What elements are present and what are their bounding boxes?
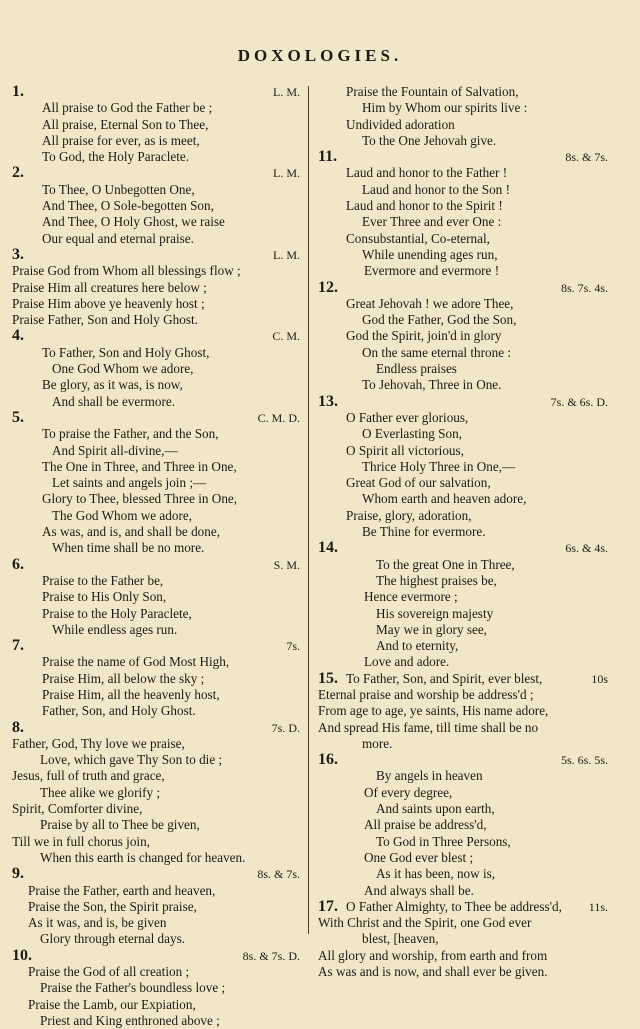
doxology-lines <box>12 573 300 638</box>
verse-line: All praise to God the Father be ; <box>42 100 213 116</box>
verse-line: more. <box>362 735 393 751</box>
doxology-number: 6. <box>12 555 24 573</box>
meter-label: C. M. <box>272 329 300 344</box>
verse-line: Praise to the Holy Paraclete, <box>42 605 192 621</box>
verse-line: May we in glory see, <box>376 621 487 637</box>
doxology-lines <box>12 883 300 948</box>
verse-line: One God ever blest ; <box>364 849 474 865</box>
verse-line: Father, Son, and Holy Ghost. <box>42 703 196 719</box>
verse-line: And Thee, O Holy Ghost, we raise <box>42 214 225 230</box>
verse-line: Praise Him above ye heavenly host ; <box>12 295 205 311</box>
verse-line: With Christ and the Spirit, one God ever <box>318 915 532 931</box>
verse-line: Our equal and eternal praise. <box>42 230 194 246</box>
doxology <box>318 394 608 541</box>
verse-line: To the One Jehovah give. <box>362 132 497 148</box>
verse-line: All praise be address'd, <box>364 817 487 833</box>
doxology-header <box>318 671 608 687</box>
meter-label: 8s. 7s. 4s. <box>560 280 608 295</box>
doxology <box>12 638 300 719</box>
verse-line: By angels in heaven <box>376 768 483 784</box>
verse-line: His sovereign majesty <box>376 605 494 621</box>
meter-label: C. M. D. <box>257 410 300 425</box>
doxology-header <box>318 752 608 768</box>
doxology-number: 10. <box>12 946 32 964</box>
meter-label: 6s. & 4s. <box>565 541 608 556</box>
verse-line: To praise the Father, and the Son, <box>42 426 219 442</box>
verse-line: Hence evermore ; <box>364 589 458 605</box>
verse-line: O Spirit all victorious, <box>346 442 464 458</box>
verse-line: O Everlasting Son, <box>362 426 462 442</box>
verse-line: Praise the Father, earth and heaven, <box>28 882 216 898</box>
doxology <box>318 752 608 899</box>
doxology-lines <box>12 100 300 165</box>
verse-line: The highest praises be, <box>376 572 497 588</box>
verse-line: Whom earth and heaven adore, <box>362 491 527 507</box>
verse-line: Praise God from Whom all blessings flow ; <box>12 263 241 279</box>
doxology <box>12 557 300 638</box>
verse-line: Praise the name of God Most High, <box>42 654 230 670</box>
verse-line: Evermore and evermore ! <box>364 263 500 279</box>
verse-line: To Father, Son and Holy Ghost, <box>42 344 210 360</box>
doxology-lines <box>12 426 300 556</box>
verse-line: Praise to His Only Son, <box>42 589 167 605</box>
doxology-header <box>12 247 300 263</box>
doxology <box>318 280 608 394</box>
doxology-header <box>12 720 300 736</box>
verse-line: On the same eternal throne : <box>362 344 512 360</box>
doxology-lines <box>12 964 300 1029</box>
verse-line: Laud and honor to the Spirit ! <box>346 198 503 214</box>
verse-line: Spirit, Comforter divine, <box>12 801 143 817</box>
verse-line: And Spirit all-divine,— <box>52 442 178 458</box>
verse-line: The One in Three, and Three in One, <box>42 458 237 474</box>
doxology-header <box>12 557 300 573</box>
doxology-header <box>318 149 608 165</box>
verse-line: Praise, glory, adoration, <box>346 507 472 523</box>
doxology-lines <box>318 768 608 898</box>
verse-line: Great God of our salvation, <box>346 475 491 491</box>
left-column <box>12 84 300 1029</box>
verse-line: And spread His fame, till time shall be no <box>318 719 539 735</box>
verse-line: Praise to the Father be, <box>42 572 164 588</box>
verse-line: And always shall be. <box>364 882 474 898</box>
doxology-lines <box>12 182 300 247</box>
doxology-number: 11. <box>318 148 338 166</box>
doxology-header <box>12 84 300 100</box>
doxology-lines <box>12 345 300 410</box>
doxology-header <box>12 638 300 654</box>
doxology-header <box>12 866 300 882</box>
doxology-header <box>12 948 300 964</box>
verse-line: As it was, and is, be given <box>28 915 167 931</box>
meter-label: 8s. & 7s. D. <box>242 948 300 963</box>
doxology <box>12 866 300 947</box>
verse-line: Him by Whom our spirits live : <box>362 100 528 116</box>
doxology-lines <box>12 654 300 719</box>
meter-label: L. M. <box>273 166 300 181</box>
verse-line: Praise Father, Son and Holy Ghost. <box>12 312 198 328</box>
meter-label: 11s. <box>588 899 608 914</box>
verse-line: As was, and is, and shall be done, <box>42 524 220 540</box>
meter-label: L. M. <box>273 85 300 99</box>
verse-line: To the great One in Three, <box>376 556 515 572</box>
doxology-number: 1. <box>12 83 24 100</box>
doxology <box>12 84 300 165</box>
verse-line: Praise the Fountain of Salvation, <box>346 84 519 99</box>
doxology-number: 15. <box>318 669 338 687</box>
verse-line: As was and is now, and shall ever be given. <box>318 964 548 980</box>
column-divider <box>308 86 309 934</box>
verse-line: While unending ages run, <box>362 246 498 262</box>
verse-line: Praise by all to Thee be given, <box>40 817 200 833</box>
doxology <box>318 671 608 752</box>
meter-label: 7s. & 6s. D. <box>550 394 608 409</box>
verse-line: Father, God, Thy love we praise, <box>12 735 185 751</box>
right-column <box>318 84 608 980</box>
verse-line: And shall be evermore. <box>52 393 176 409</box>
verse-line: And saints upon earth, <box>376 801 495 817</box>
verse-line: From age to age, ye saints, His name adore, <box>318 703 549 719</box>
doxology-header <box>318 394 608 410</box>
verse-line: Consubstantial, Co-eternal, <box>346 230 490 246</box>
doxology-number: 4. <box>12 327 24 345</box>
verse-line: As it has been, now is, <box>376 866 496 882</box>
verse-line: Praise the Father's boundless love ; <box>40 980 226 996</box>
verse-line: The God Whom we adore, <box>52 507 193 523</box>
verse-line: To Jehovah, Three in One. <box>362 377 502 393</box>
doxology <box>318 899 608 980</box>
verse-line: Of every degree, <box>364 784 453 800</box>
verse-line: Praise Him, all the heavenly host, <box>42 686 220 702</box>
verse-line: Be Thine for evermore. <box>362 524 486 540</box>
doxology <box>12 165 300 246</box>
doxology-header <box>318 540 608 556</box>
meter-label: L. M. <box>273 247 300 262</box>
verse-line: Thee alike we glorify ; <box>40 784 161 800</box>
verse-line: O Father ever glorious, <box>346 409 469 425</box>
meter-label: 8s. & 7s. <box>257 867 300 882</box>
verse-line: God the Father, God the Son, <box>362 312 517 328</box>
doxology <box>12 247 300 328</box>
verse-line: Laud and honor to the Son ! <box>362 181 510 197</box>
doxology-header <box>318 280 608 296</box>
doxology-header <box>12 410 300 426</box>
meter-label: 5s. 6s. 5s. <box>560 753 608 768</box>
verse-line: Love and adore. <box>364 654 450 670</box>
verse-line: O Father Almighty, to Thee be address'd, <box>346 898 562 914</box>
verse-line: Praise the Son, the Spirit praise, <box>28 898 197 914</box>
doxology <box>318 149 608 279</box>
doxology-lines <box>12 736 300 866</box>
doxology-number: 2. <box>12 164 24 182</box>
meter-label: 7s. D. <box>271 720 300 735</box>
doxology-lines <box>318 410 608 540</box>
meter-label: S. M. <box>273 557 300 572</box>
verse-line: One God Whom we adore, <box>52 361 194 377</box>
doxology-number: 8. <box>12 718 24 736</box>
verse-line: Jesus, full of truth and grace, <box>12 768 165 784</box>
doxology-header <box>12 165 300 181</box>
doxology <box>12 720 300 867</box>
verse-line: And Thee, O Sole-begotten Son, <box>42 198 214 214</box>
doxology-lines <box>318 296 608 394</box>
verse-line: All praise for ever, as is meet, <box>42 132 200 148</box>
meter-label: 10s <box>591 671 608 686</box>
doxology-number: 16. <box>318 751 338 769</box>
doxology-header <box>318 899 608 915</box>
verse-line: Till we in full chorus join, <box>12 833 150 849</box>
verse-line: Let saints and angels join ;— <box>52 475 207 491</box>
doxology-lines <box>318 165 608 279</box>
doxology <box>12 410 300 557</box>
verse-line: While endless ages run. <box>52 621 178 637</box>
verse-line: All glory and worship, from earth and from <box>318 947 548 963</box>
verse-line: Undivided adoration <box>346 116 455 132</box>
continued-doxology-lines <box>318 84 608 149</box>
doxology-lines <box>318 557 608 671</box>
verse-line: Great Jehovah ! we adore Thee, <box>346 295 514 311</box>
verse-line: Praise Him, all below the sky ; <box>42 670 205 686</box>
doxology-number: 7. <box>12 637 24 655</box>
meter-label: 8s. & 7s. <box>565 150 608 165</box>
verse-line: When this earth is changed for heaven. <box>40 849 246 865</box>
verse-line: Praise the Lamb, our Expiation, <box>28 996 196 1012</box>
verse-line: To God, the Holy Paraclete. <box>42 149 190 165</box>
verse-line: And to eternity, <box>376 638 459 654</box>
verse-line: To Father, Son, and Spirit, ever blest, <box>346 670 543 686</box>
doxology <box>12 948 300 1029</box>
verse-line: blest, [heaven, <box>362 931 439 947</box>
verse-line: God the Spirit, join'd in glory <box>346 328 502 344</box>
doxology-number: 9. <box>12 865 24 883</box>
doxology-number: 14. <box>318 539 338 557</box>
verse-line: Priest and King enthroned above ; <box>40 1012 220 1028</box>
verse-line: Endless praises <box>376 361 457 377</box>
verse-line: Laud and honor to the Father ! <box>346 165 508 181</box>
verse-line: Praise Him all creatures here below ; <box>12 279 207 295</box>
doxology-number: 13. <box>318 392 338 410</box>
page-title: DOXOLOGIES. <box>237 46 403 65</box>
doxology-number: 3. <box>12 245 24 263</box>
verse-line: To Thee, O Unbegotten One, <box>42 181 195 197</box>
meter-label: 7s. <box>286 639 300 654</box>
verse-line: Glory to Thee, blessed Three in One, <box>42 491 238 507</box>
doxology-lines <box>12 263 300 328</box>
verse-line: Ever Three and ever One : <box>362 214 502 230</box>
doxology-number: 5. <box>12 408 24 426</box>
verse-line: Love, which gave Thy Son to die ; <box>40 752 223 768</box>
verse-line: Praise the God of all creation ; <box>28 964 190 980</box>
doxology-number: 12. <box>318 278 338 296</box>
verse-line: Be glory, as it was, is now, <box>42 377 183 393</box>
verse-line: Thrice Holy Three in One,— <box>362 458 516 474</box>
verse-line: Eternal praise and worship be address'd ; <box>318 686 534 702</box>
doxology <box>318 540 608 670</box>
verse-line: When time shall be no more. <box>52 540 205 556</box>
doxology-header <box>12 328 300 344</box>
doxology <box>12 328 300 409</box>
doxology-number: 17. <box>318 897 338 915</box>
verse-line: To God in Three Persons, <box>376 833 511 849</box>
verse-line: Glory through eternal days. <box>40 931 186 947</box>
verse-line: All praise, Eternal Son to Thee, <box>42 116 209 132</box>
